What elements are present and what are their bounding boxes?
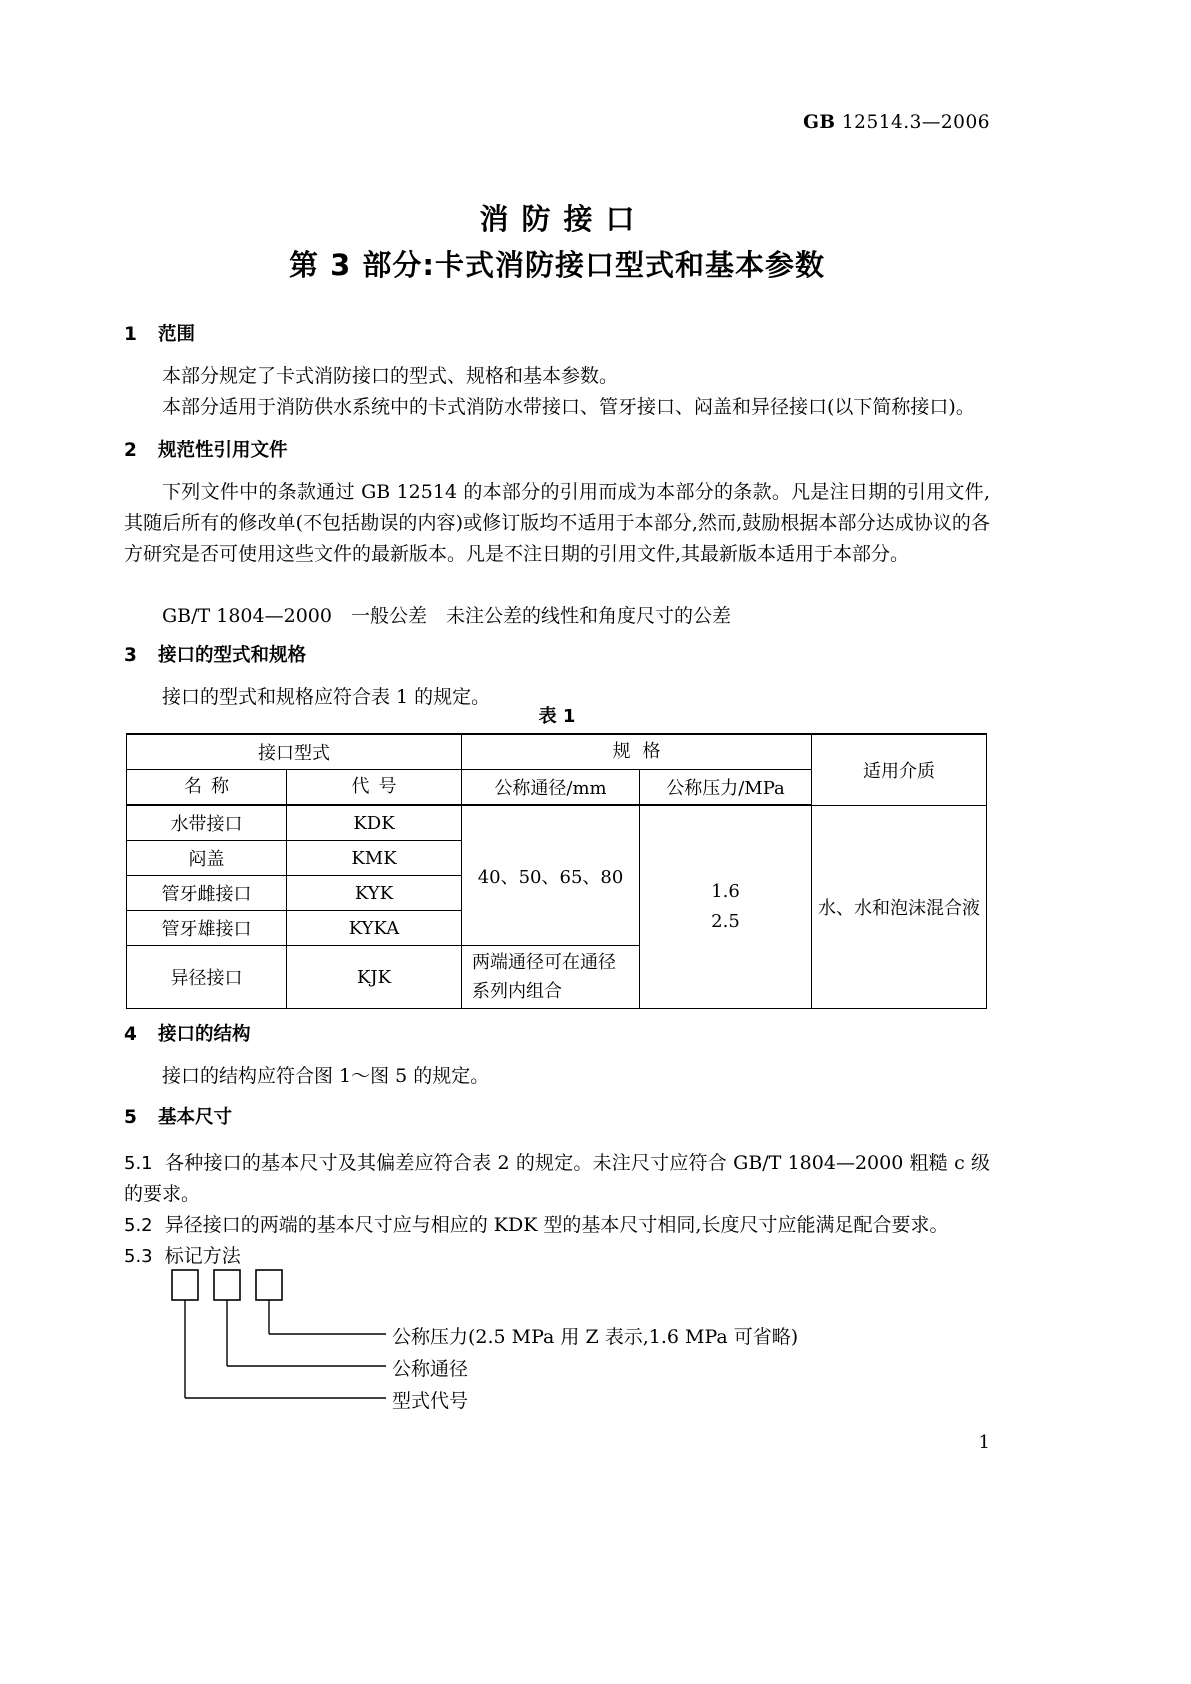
- clause-text-5-2: 异径接口的两端的基本尺寸应与相应的 KDK 型的基本尺寸相同,长度尺寸应能满足配合要求。: [164, 1214, 949, 1236]
- marking-label-nominal-pressure: 公称压力(2.5 MPa 用 Z 表示,1.6 MPa 可省略): [392, 1326, 799, 1348]
- cell-name: 管牙雄接口: [127, 911, 287, 946]
- clause-5-1: [124, 1148, 990, 1210]
- cell-nominal-diameter-combined: 两端通径可在通径系列内组合: [462, 946, 640, 1009]
- table-header-row-group: [127, 734, 987, 770]
- marking-label-type-code: 型式代号: [392, 1390, 469, 1412]
- cell-name: 管牙雌接口: [127, 876, 287, 911]
- marking-box-nominal-diameter: [214, 1270, 240, 1300]
- section-heading-5: [124, 1103, 232, 1129]
- cell-code: KDK: [287, 805, 462, 841]
- section-heading-4: [124, 1020, 251, 1046]
- section-1-paragraph-1: 本部分规定了卡式消防接口的型式、规格和基本参数。: [162, 365, 619, 387]
- cell-name: 闷盖: [127, 841, 287, 876]
- section-title-3: 接口的型式和规格: [158, 645, 307, 666]
- cell-code: KJK: [287, 946, 462, 1009]
- marking-method-diagram: [124, 1262, 990, 1422]
- column-header-nominal-pressure: 公称压力/MPa: [640, 770, 812, 806]
- section-heading-2: [124, 436, 288, 462]
- section-number-4: 4: [124, 1024, 137, 1045]
- cell-code: KYK: [287, 876, 462, 911]
- header-group-spec-label: 规格: [612, 741, 673, 762]
- standard-code: GB: [803, 112, 836, 133]
- header-group-interface-type: 接口型式: [127, 734, 462, 770]
- page-content: [124, 0, 990, 1684]
- section-1-paragraph-2: 本部分适用于消防供水系统中的卡式消防水带接口、管牙接口、闷盖和异径接口(以下简称接口)。: [162, 396, 975, 418]
- section-2-paragraph-1: 下列文件中的条款通过 GB 12514 的本部分的引用而成为本部分的条款。凡是注日期的引用文件,其随后所有的修改单(不包括勘误的内容)或修订版均不适用于本部分,然而,鼓励根据本部分达成协议的各方研究是否可使用这些文件的最新版本。凡是不注日期的引用文件,其最新版本适用于本部分。: [124, 481, 990, 565]
- clause-5-2: [124, 1210, 990, 1241]
- cell-nominal-pressure: [640, 805, 812, 1009]
- document-subtitle: 第 3 部分:卡式消防接口型式和基本参数: [289, 248, 825, 282]
- section-title-2: 规范性引用文件: [158, 440, 288, 461]
- clause-number-5-2: 5.2: [124, 1215, 153, 1236]
- section-4-paragraph-1: 接口的结构应符合图 1～图 5 的规定。: [162, 1065, 490, 1087]
- nominal-pressure-value-1: 1.6: [711, 881, 740, 902]
- cell-code: KMK: [287, 841, 462, 876]
- spec-table: [126, 733, 987, 1009]
- clause-text-5-1: 各种接口的基本尺寸及其偏差应符合表 2 的规定。未注尺寸应符合 GB/T 1804—2000 粗糙 c 级的要求。: [124, 1152, 990, 1205]
- running-header: [803, 112, 990, 133]
- table-caption: 表 1: [538, 706, 576, 727]
- section-title-5: 基本尺寸: [158, 1107, 233, 1128]
- section-heading-1: [124, 320, 195, 346]
- cell-name: 水带接口: [127, 805, 287, 841]
- page-number: 1: [978, 1432, 990, 1453]
- nominal-pressure-value-2: 2.5: [711, 911, 740, 932]
- column-header-name: 名称: [127, 770, 287, 806]
- clause-number-5-1: 5.1: [124, 1153, 153, 1174]
- section-number-1: 1: [124, 324, 137, 345]
- header-group-spec: [462, 734, 812, 770]
- section-title-4: 接口的结构: [158, 1024, 251, 1045]
- table-row: [127, 805, 987, 841]
- section-title-1: 范围: [158, 324, 196, 345]
- cell-medium: 水、水和泡沫混合液: [812, 805, 987, 1009]
- cell-nominal-diameter: 40、50、65、80: [462, 805, 640, 946]
- document-title: 消防接口: [479, 202, 648, 236]
- cell-code: KYKA: [287, 911, 462, 946]
- section-3-paragraph-1: 接口的型式和规格应符合表 1 的规定。: [162, 686, 491, 708]
- section-number-3: 3: [124, 645, 137, 666]
- column-header-nominal-diameter: 公称通径/mm: [462, 770, 640, 806]
- marking-box-type-code: [172, 1270, 198, 1300]
- section-number-5: 5: [124, 1107, 137, 1128]
- marking-box-nominal-pressure: [256, 1270, 282, 1300]
- section-number-2: 2: [124, 440, 137, 461]
- clause-text-5-3: 标记方法: [164, 1245, 241, 1267]
- header-applicable-medium: 适用介质: [812, 734, 987, 805]
- normative-reference-gbt1804: GB/T 1804—2000 一般公差 未注公差的线性和角度尺寸的公差: [162, 605, 731, 627]
- clause-number-5-3: 5.3: [124, 1246, 153, 1267]
- cell-name: 异径接口: [127, 946, 287, 1009]
- standard-number: 12514.3—2006: [841, 112, 990, 133]
- column-header-code: 代号: [287, 770, 462, 806]
- marking-label-nominal-diameter: 公称通径: [392, 1358, 469, 1380]
- section-heading-3: [124, 641, 306, 667]
